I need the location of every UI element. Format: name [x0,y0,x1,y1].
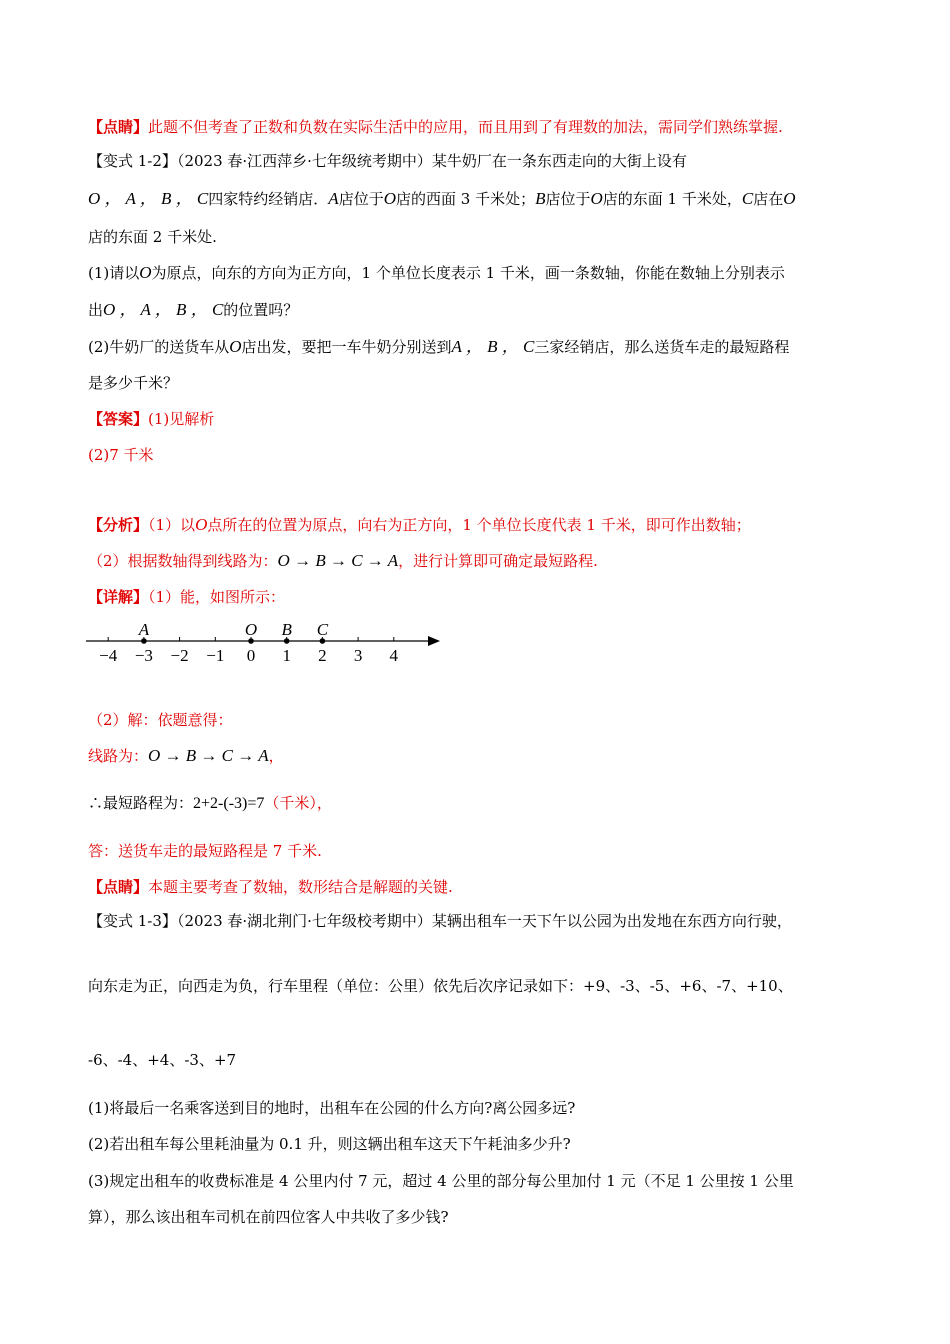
math-oabc: O ， A ， B ， C [88,189,209,208]
point-a [141,638,147,644]
text-segment: (2)牛奶厂的送货车从 [88,338,230,356]
number-line [84,615,454,671]
detail-1 [88,587,285,607]
route-line [88,746,284,766]
question-1-cont [88,300,298,320]
text-segment: （2）根据数轴得到线路为： [88,552,278,570]
text-segment: （1）能，如图所示： [148,588,286,606]
variant-1-3-line2: 向东走为正，向西走为负，行车里程（单位：公里）依先后次序记录如下：+9、-3、-5、+6、-7、+10、 [88,977,793,995]
math-o: O [590,189,603,208]
dianjing-paragraph-1 [88,117,783,137]
variant-intro: 某辆出租车一天下午以公园为出发地在东西方向行驶， [431,912,792,930]
variant-1-2-line3: 店的东面 2 千米处. [88,228,217,246]
text-segment: （千米）， [264,794,332,812]
answer-1: (1)见解析 [148,410,215,428]
dianjing-text: 此题不但考查了正数和负数在实际生活中的应用，而且用到了有理数的加法，需同学们熟练掌握. [148,118,783,136]
math-o: O [783,189,796,208]
math-o: O [139,263,152,282]
tick-label: −3 [134,646,153,665]
arrow-head-icon [428,636,440,646]
text-segment: ， [268,747,284,765]
math-b: B [535,189,546,208]
math-a: A [328,189,339,208]
math-route: O → B → C → A [148,746,269,765]
question-2 [88,337,789,357]
text-segment: 点所在的位置为原点，向右为正方向，1 个单位长度代表 1 千米，即可作出数轴； [207,516,751,534]
detail-2: （2）解：依题意得： [88,711,233,729]
text-segment: 线路为： [88,747,149,765]
tick-label: 1 [282,646,291,665]
point-label-o: O [244,620,258,639]
tick-label: 0 [246,646,256,665]
variant-source: （2023 春·湖北荆门·七年级校考期中） [176,912,432,930]
text-segment: 店位于 [338,190,384,208]
question-1: (1)将最后一名乘客送到目的地时，出租车在公园的什么方向?离公园多远? [88,1099,576,1117]
variant-source: （2023 春·江西萍乡·七年级统考期中） [176,152,432,170]
variant-1-2-heading [88,151,687,171]
text-segment: 出 [88,301,104,319]
variant-tag: 【变式 1-3】 [88,912,177,930]
tick-label: −1 [206,646,225,665]
text-segment: 店的东面 1 千米处， [602,190,742,208]
analysis-1 [88,515,751,535]
math-o: O [195,515,208,534]
point-c [320,638,326,644]
analysis-tag: 【分析】 [88,516,149,534]
point-label-b: B [281,620,292,639]
math-o: O [383,189,396,208]
text-segment: （1）以 [148,516,196,534]
math-o: O [229,337,242,356]
text-segment: 的位置吗？ [223,301,299,319]
detail-tag: 【详解】 [88,588,149,606]
answer-2: (2)7 千米 [88,446,154,464]
dianjing-tag: 【点睛】 [88,878,149,896]
formula: 2+2-(-3)=7 [193,795,265,812]
math-oabc: O ， A ， B ， C [103,300,224,319]
analysis-2 [88,551,598,571]
text-segment: 四家特约经销店． [208,190,329,208]
math-c: C [741,189,754,208]
point-label-a: A [138,620,150,639]
text-segment: 店出发，要把一车牛奶分别送到 [241,338,452,356]
text-segment: 为原点，向东的方向为正方向，1 个单位长度表示 1 千米，画一条数轴，你能在数轴上分别表示 [151,264,785,282]
point-label-c: C [316,620,329,639]
math-abc: A ， B ， C [451,337,535,356]
dianjing-tag: 【点睛】 [88,118,149,136]
text-segment: 店位于 [545,190,591,208]
question-3-cont: 算），那么该出租车司机在前四位客人中共收了多少钱? [88,1208,449,1226]
math-route: O → B → C → A [277,551,399,570]
dianjing-paragraph-2 [88,877,453,897]
text-segment: 店在 [753,190,784,208]
variant-1-3-line3: -6、-4、+4、-3、+7 [88,1051,237,1069]
text-segment: (1)请以 [88,264,140,282]
answer-tag: 【答案】 [88,410,149,428]
conclusion: 答：送货车走的最短路程是 7 千米. [88,842,322,860]
variant-1-3-heading [88,911,792,931]
question-2: (2)若出租车每公里耗油量为 0.1 升，则这辆出租车这天下午耗油多少升? [88,1135,571,1153]
question-1 [88,263,785,283]
question-2-cont: 是多少千米？ [88,374,179,392]
text-segment: 店的西面 3 千米处； [395,190,536,208]
point-o [248,638,254,644]
point-b [284,638,290,644]
tick-label: −4 [99,646,118,665]
shortest-line [88,793,332,814]
text-segment: ∴最短路程为： [88,794,194,812]
tick-label: 3 [353,646,363,665]
text-segment: 三家经销店，那么送货车走的最短路程 [534,338,790,356]
answer [88,409,214,429]
variant-1-2-line2 [88,189,796,209]
tick-label: 2 [318,646,327,665]
tick-label: 4 [389,646,399,665]
variant-tag: 【变式 1-2】 [88,152,177,170]
question-3: (3)规定出租车的收费标准是 4 公里内付 7 元，超过 4 公里的部分每公里加付 1 元（不足 1 公里按 1 公里 [88,1172,794,1190]
dianjing-text: 本题主要考查了数轴，数形结合是解题的关键. [148,878,453,896]
tick-label: −2 [170,646,189,665]
text-segment: ，进行计算即可确定最短路程. [398,552,598,570]
variant-intro: 某牛奶厂在一条东西走向的大街上设有 [431,152,687,170]
